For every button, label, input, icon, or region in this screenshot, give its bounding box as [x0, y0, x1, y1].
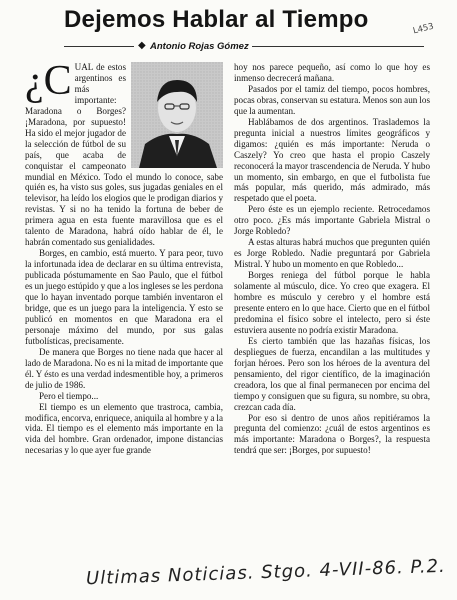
right-paragraph-8: Por eso si dentro de unos años repitiéramos la pregunta del comienzo: ¿cuál de estos argentinos es más importante: Maradona o Borges?, la respuesta tendrá que ser: ¡Borges, por supuesto! [234, 412, 430, 456]
right-paragraph-2: Pasados por el tamiz del tiempo, pocos hombres, pocas obras, conservan su estatura. Menos son aun los que la aumentan. [234, 83, 430, 116]
right-column [234, 62, 430, 456]
left-paragraph-3: De manera que Borges no tiene nada que hacer al lado de Maradona. No es ni la mitad de importante que él. Y ésto es una verdad indesmentible hoy, a primeros de julio de 1986. [25, 346, 223, 390]
author-portrait-image [131, 62, 223, 168]
left-paragraph-1: UAL de estos argentinos es más importante: Maradona o Borges? ¡Maradona, por supuesto! Ha sido el mejor jugador de la selección de fútbol de su país, que acaba de conquistar el campeonato mundial en México. Todo el mundo lo conoce, sabe quién es, ha visto sus goles, sus jugadas geniales en el televisor, ha leído los elogios que le prodigan diarios y revistas. Y si no ha tenido la fortuna de beber de primera agua en esta fuente maravillosa que es el talento de Maradona, habrá oído hablar de él, le habrán comentado sus genialidades. [25, 62, 223, 248]
right-paragraph-3: Hablábamos de dos argentinos. Traslademos la pregunta inicial a nuestros límites geográficos y digamos: ¿quién es más importante: Neruda o Caszely? Yo creo que hasta el propio Caszely reconocerá la mayor trascendencia de Neruda. Y hubo un momento, sin embargo, en que el futbolista fue más popular, más querido, más admirado, más respetado que el poeta. [234, 116, 430, 204]
handwritten-source-note: Ultimas Noticias. Stgo. 4-VII-86. P.2. [85, 555, 447, 590]
left-paragraph-5: El tiempo es un elemento que trastroca, cambia, modifica, encorva, enriquece, aniquila al hombre y a la vida. El tiempo es el elemento más importante en la vida del hombre. Gran ordenador, impone distancias necesarias y lo que ayer fue grande [25, 401, 223, 456]
bullet-icon: ◆ [138, 40, 146, 51]
right-paragraph-4: Pero éste es un ejemplo reciente. Retrocedamos otro poco. ¿Es más importante Gabriela Mistral o Jorge Robledo? [234, 204, 430, 237]
left-paragraph-2: Borges, en cambio, está muerto. Y para peor, tuvo la infortunada idea de declarar en su última entrevista, publicada póstumamente en Sao Paulo, que el fútbol es un juego estúpido y que a los ingleses se les perdona que lo hayan inventado porque también inventaron el bridge, que es un juego para la inteligencia. Y esto se publicó en momentos en que Maradona era el personaje máximo del mundo, por sus galas futbolísticas, precisamente. [25, 248, 223, 346]
byline-rule-left [64, 46, 134, 47]
article-title: Dejemos Hablar al Tiempo [64, 6, 369, 33]
right-paragraph-7: Es cierto también que las hazañas físicas, los despliegues de fuerza, encandilan a las multitudes y forjan héroes. Pero son los héroes de la aventura del pensamiento, del rigor científico, de la imaginación creadora, los que al final permanecen por encima del tiempo y consiguen que su figura, su nombre, su obra, crezcan cada día. [234, 335, 430, 412]
author-photo [131, 62, 223, 168]
article-author: Antonio Rojas Gómez [150, 41, 249, 52]
right-paragraph-1: hoy nos parece pequeño, así como lo que hoy es inmenso decrecerá mañana. [234, 62, 430, 83]
archive-stamp: L453 [412, 21, 435, 37]
right-paragraph-6: Borges reniega del fútbol porque le habla solamente al músculo, dice. Yo creo que exagera. El hombre es músculo y cerebro y el hombre está presente entero en lo que hace. Cierto que en el fútbol predomina el físico sobre el intelecto, pero si éste estuviera ausente no podría existir Maradona. [234, 270, 430, 335]
byline-rule-right [252, 46, 424, 47]
left-paragraph-4: Pero el tiempo... [39, 390, 99, 401]
right-paragraph-5: A estas alturas habrá muchos que pregunten quién es Jorge Robledo. Nadie preguntará por Gabriela Mistral. Y hubo un momento en que Robledo... [234, 237, 430, 270]
drop-cap: ¿C [25, 58, 72, 104]
left-column [25, 58, 223, 456]
